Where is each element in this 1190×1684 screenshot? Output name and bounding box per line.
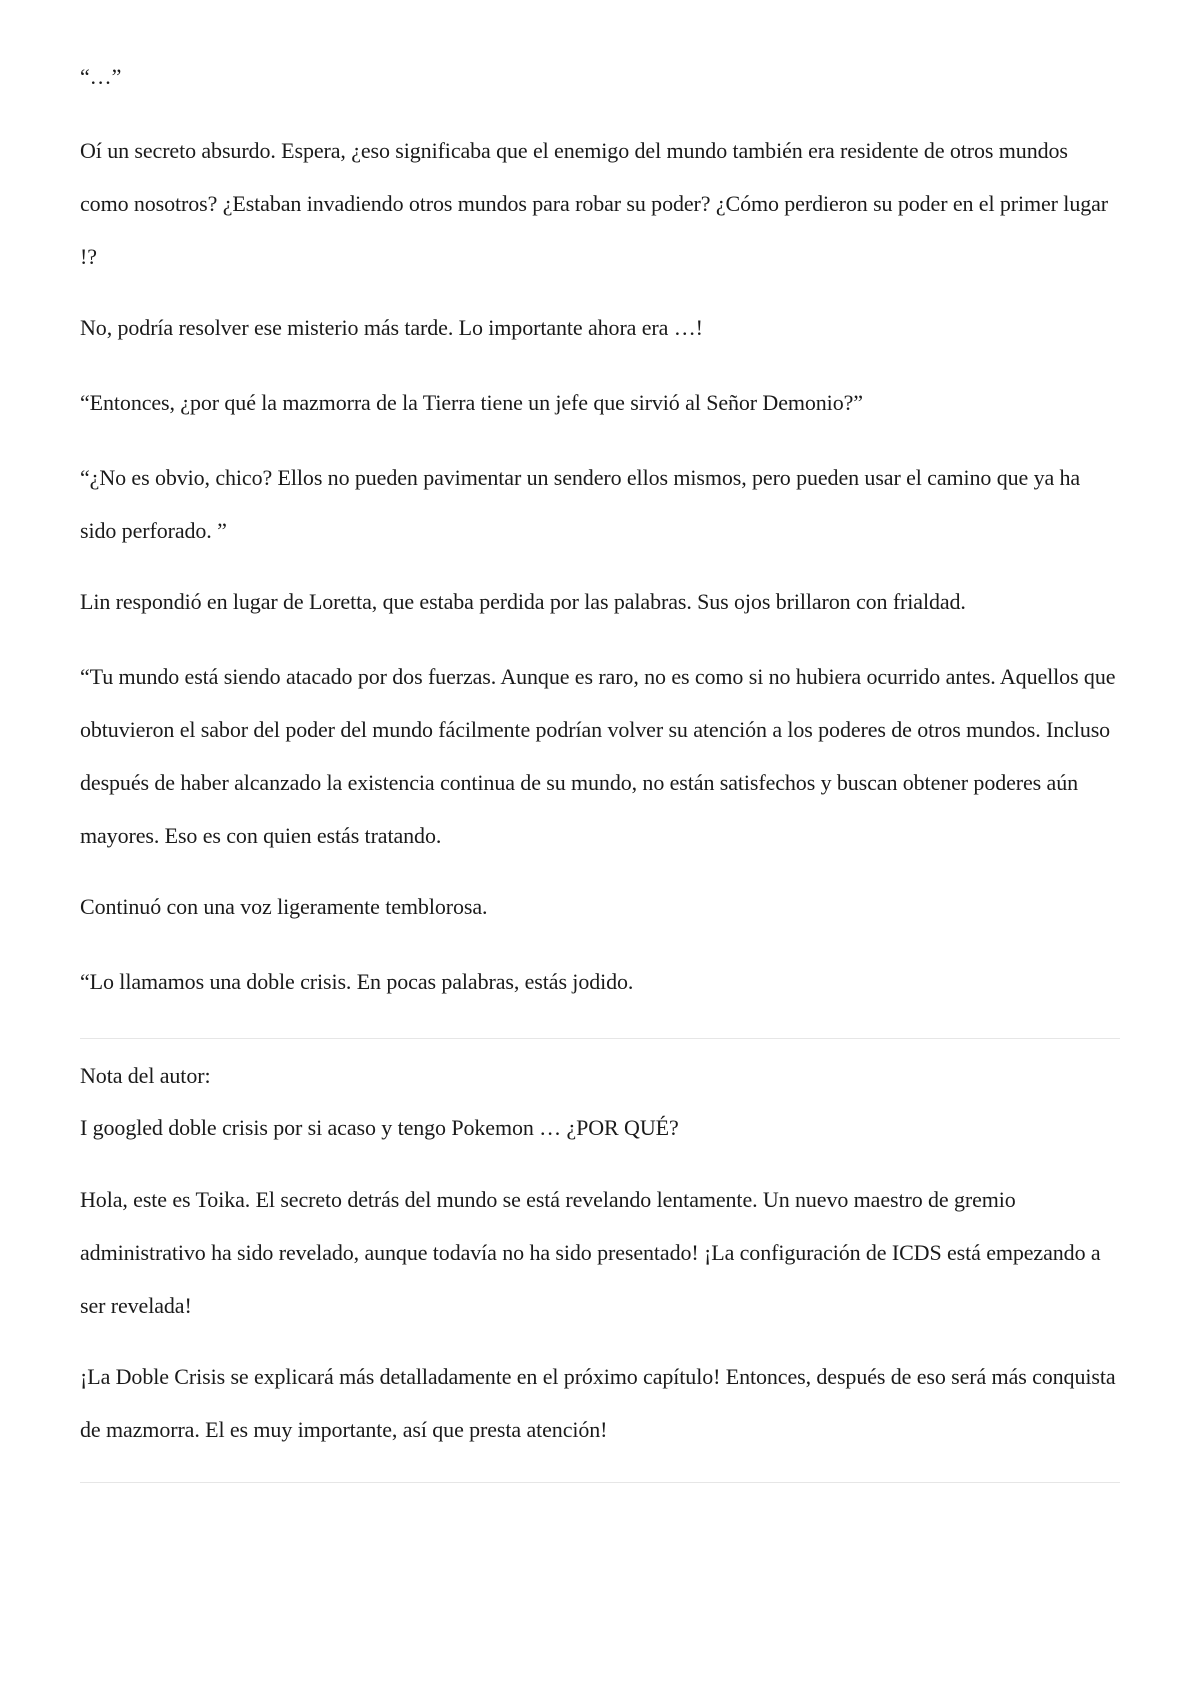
author-note-line: I googled doble crisis por si acaso y tengo Pokemon … ¿POR QUÉ?: [80, 1115, 679, 1140]
paragraph-absurd-secret: Oí un secreto absurdo. Espera, ¿eso significaba que el enemigo del mundo también era residente de otros mundos como nosotros? ¿Estaban invadiendo otros mundos para robar su poder? ¿Cómo perdieron su poder en el primer lugar !?: [80, 138, 1109, 269]
paragraph-trembling-voice: Continuó con una voz ligeramente temblorosa.: [80, 894, 488, 919]
author-note-title: Nota del autor:: [80, 1063, 211, 1088]
bottom-divider: [80, 1482, 1120, 1483]
paragraph-two-forces: “Tu mundo está siendo atacado por dos fuerzas. Aunque es raro, no es como si no hubiera ocurrido antes. Aquellos que obtuvieron el sabor del poder del mundo fácilmente podrían volver su atención a los poderes de otros mundos. Incluso después de haber alcanzado la existencia continua de su mundo, no están satisfechos y buscan obtener poderes aún mayores. Eso es con quien estás tratando.: [80, 664, 1116, 848]
paragraph-mystery-later: No, podría resolver ese misterio más tarde. Lo importante ahora era …!: [80, 315, 703, 340]
document-page: [80, 62, 1120, 1483]
paragraph-ellipsis: “…”: [80, 64, 122, 89]
author-note-paragraph-next-chapter: ¡La Doble Crisis se explicará más detalladamente en el próximo capítulo! Entonces, después de eso será más conquista de mazmorra. El es muy importante, así que presta atención!: [80, 1364, 1116, 1442]
author-note-paragraph-hello: Hola, este es Toika. El secreto detrás del mundo se está revelando lentamente. Un nuevo maestro de gremio administrativo ha sido revelado, aunque todavía no ha sido presentado! ¡La configuración de ICDS está empezando a ser revelada!: [80, 1187, 1101, 1318]
paragraph-double-crisis: “Lo llamamos una doble crisis. En pocas palabras, estás jodido.: [80, 969, 634, 994]
paragraph-obvious-answer: “¿No es obvio, chico? Ellos no pueden pavimentar un sendero ellos mismos, pero pueden usar el camino que ya ha sido perforado. ”: [80, 465, 1081, 543]
paragraph-earth-dungeon-question: “Entonces, ¿por qué la mazmorra de la Tierra tiene un jefe que sirvió al Señor Demonio?”: [80, 390, 863, 415]
paragraph-lin-responds: Lin respondió en lugar de Loretta, que estaba perdida por las palabras. Sus ojos brillaron con frialdad.: [80, 589, 966, 614]
section-divider: [80, 1038, 1120, 1039]
